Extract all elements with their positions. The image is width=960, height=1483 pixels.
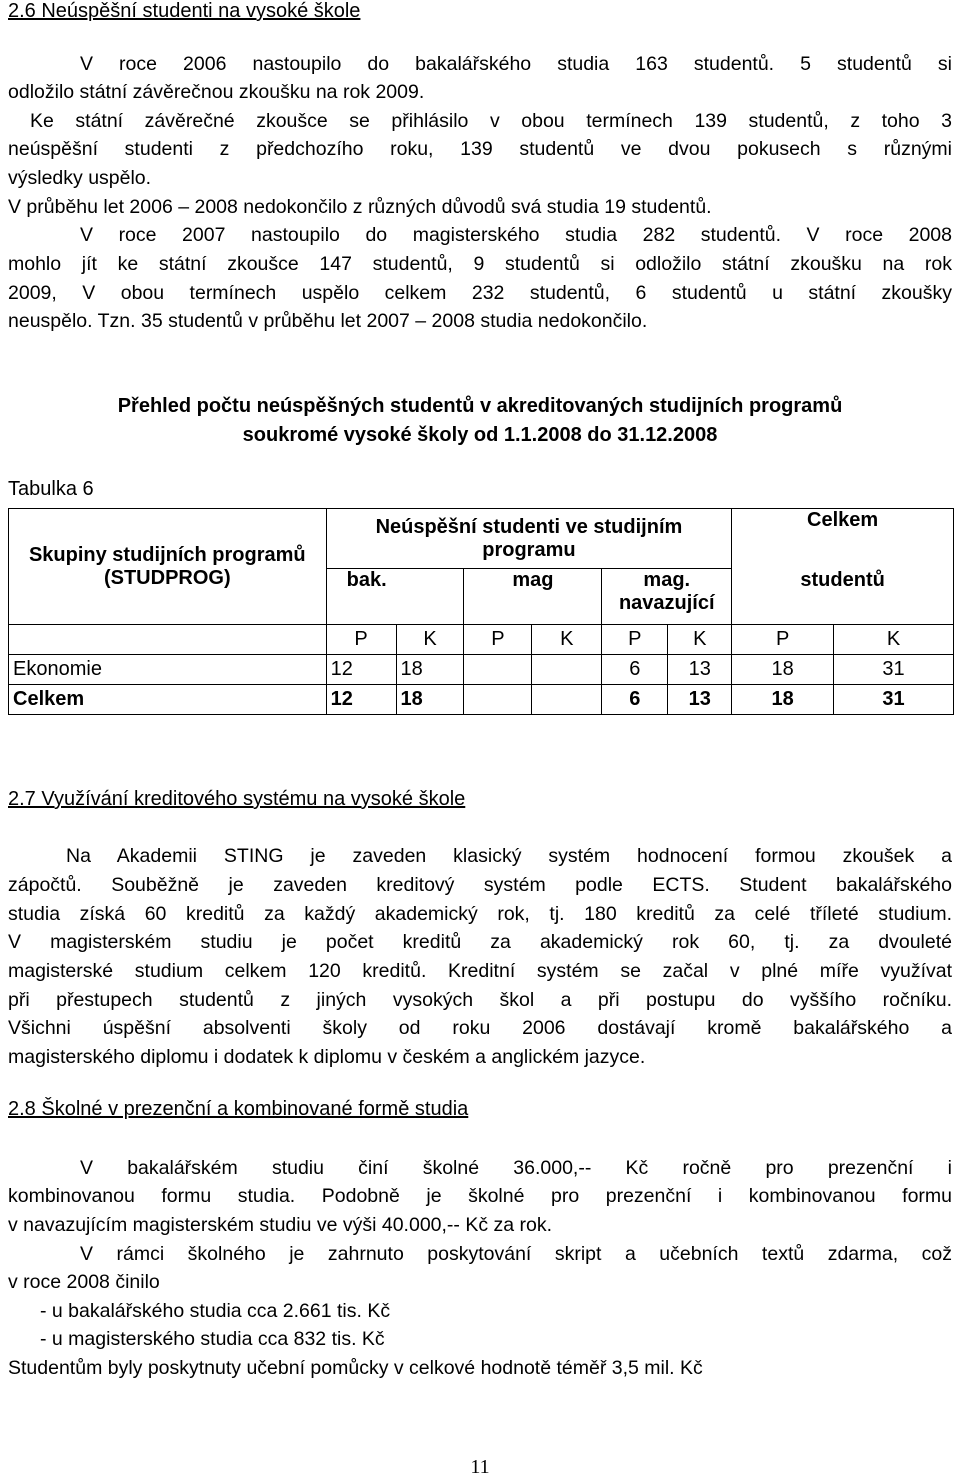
cell: 31 (834, 685, 954, 715)
paragraph-line: 2009, V obou termínech uspělo celkem 232 studentů, 6 studentů u státní zkoušky (8, 282, 952, 304)
row-name: Ekonomie (9, 655, 327, 685)
paragraph-line: V magisterském studiu je počet kreditů za akademický rok 60, tj. za dvouleté (8, 931, 952, 953)
paragraph-line: Studentům byly poskytnuty učební pomůcky v celkové hodnotě téměř 3,5 mil. Kč (8, 1357, 703, 1379)
paragraph-line: Všichni úspěšní absolventi školy od roku 2006 dostávají kromě bakalářského a (8, 1017, 952, 1039)
celkem-header-studentu: studentů (732, 569, 954, 625)
paragraph-line: kombinovanou formu studia. Podobně je školné pro prezenční i kombinovanou formu (8, 1185, 952, 1207)
paragraph-line: v roce 2008 činilo (8, 1271, 160, 1293)
section-heading-2-8: 2.8 Školné v prezenční a kombinované formě studia (8, 1098, 469, 1120)
paragraph-line: při přestupech studentů z jiných vysokých škol a při postupu do vyššího ročníku. (8, 989, 952, 1011)
cell (532, 685, 602, 715)
paragraph-line: Na Akademii STING je zaveden klasický systém hodnocení formou zkoušek a (66, 845, 952, 867)
table-6 (8, 508, 954, 715)
col-k: K (668, 625, 732, 655)
cell: 12 (326, 655, 396, 685)
cell: 12 (326, 685, 396, 715)
cell: 31 (834, 655, 954, 685)
paragraph-line: V průběhu let 2006 – 2008 nedokončilo z různých důvodů svá studia 19 studentů. (8, 196, 712, 218)
paragraph-line: V rámci školného je zahrnuto poskytování skript a učebních textů zdarma, což (80, 1243, 952, 1265)
celkem-header: Celkem (732, 509, 954, 569)
group-header: Skupiny studijních programů (STUDPROG) (9, 509, 327, 625)
cell: 6 (602, 655, 668, 685)
col-p: P (464, 625, 532, 655)
col-k: K (532, 625, 602, 655)
list-item: - u magisterského studia cca 832 tis. Kč (40, 1328, 385, 1350)
col-k: K (396, 625, 464, 655)
sub-mag-navazujici: mag. navazující (602, 569, 732, 625)
col-p: P (602, 625, 668, 655)
col-p: P (732, 625, 834, 655)
row-name: Celkem (9, 685, 327, 715)
paragraph-line: Ke státní závěrečné zkoušce se přihlásilo v obou termínech 139 studentů, z toho 3 (30, 110, 952, 132)
paragraph-line: neuspělo. Tzn. 35 studentů v průběhu let 2007 – 2008 studia nedokončilo. (8, 310, 648, 332)
cell: 18 (396, 685, 464, 715)
cell: 18 (732, 685, 834, 715)
table-label: Tabulka 6 (8, 478, 94, 500)
page-number: 11 (470, 1456, 490, 1478)
section-heading-2-7: 2.7 Využívání kreditového systému na vysoké škole (8, 788, 466, 810)
cell (532, 655, 602, 685)
paragraph-line: výsledky uspělo. (8, 167, 152, 189)
paragraph-line: neúspěšní studenti z předchozího roku, 139 studentů ve dvou pokusech s různými (8, 138, 952, 160)
empty-cell (9, 625, 327, 655)
paragraph-line: V roce 2006 nastoupilo do bakalářského studia 163 studentů. 5 studentů si (80, 53, 952, 75)
paragraph-line: magisterského diplomu i dodatek k diplomu v českém a anglickém jazyce. (8, 1046, 646, 1068)
paragraph-line: V bakalářském studiu činí školné 36.000,-- Kč ročně pro prezenční i (80, 1157, 952, 1179)
section-heading-2-6: 2.6 Neúspěšní studenti na vysoké škole (8, 0, 361, 22)
list-item: - u bakalářského studia cca 2.661 tis. Kč (40, 1300, 391, 1322)
paragraph-line: mohlo jít ke státní zkoušce 147 studentů, 9 studentů si odložilo státní zkoušku na rok (8, 253, 952, 275)
table-title-line-2: soukromé vysoké školy od 1.1.2008 do 31.12.2008 (242, 424, 718, 446)
table-row (9, 655, 954, 685)
table-title: Přehled počtu neúspěšných studentů v akreditovaných studijních programů (117, 395, 843, 417)
cell: 13 (668, 685, 732, 715)
table-row (9, 685, 954, 715)
paragraph-line: V roce 2007 nastoupilo do magisterského studia 282 studentů. V roce 2008 (80, 224, 952, 246)
sub-bak: bak. (326, 569, 464, 625)
sub-mag: mag (464, 569, 602, 625)
paragraph-line: studia získá 60 kreditů za každý akademický rok, tj. 180 kreditů za celé tříleté studium. (8, 903, 952, 925)
paragraph-line: odložilo státní závěrečnou zkoušku na rok 2009. (8, 81, 425, 103)
paragraph-line: v navazujícím magisterském studiu ve výši 40.000,-- Kč za rok. (8, 1214, 553, 1236)
col-k: K (834, 625, 954, 655)
cell (464, 655, 532, 685)
paragraph-line: magisterské studium celkem 120 kreditů. Kreditní systém se začal v plné míře využívat (8, 960, 952, 982)
cell: 18 (732, 655, 834, 685)
col-p: P (326, 625, 396, 655)
paragraph-line: zápočtů. Souběžně je zaveden kreditový systém podle ECTS. Student bakalářského (8, 874, 952, 896)
cell: 13 (668, 655, 732, 685)
cell: 18 (396, 655, 464, 685)
cell (464, 685, 532, 715)
neuspesni-header: Neúspěšní studenti ve studijním programu (326, 509, 732, 569)
cell: 6 (602, 685, 668, 715)
